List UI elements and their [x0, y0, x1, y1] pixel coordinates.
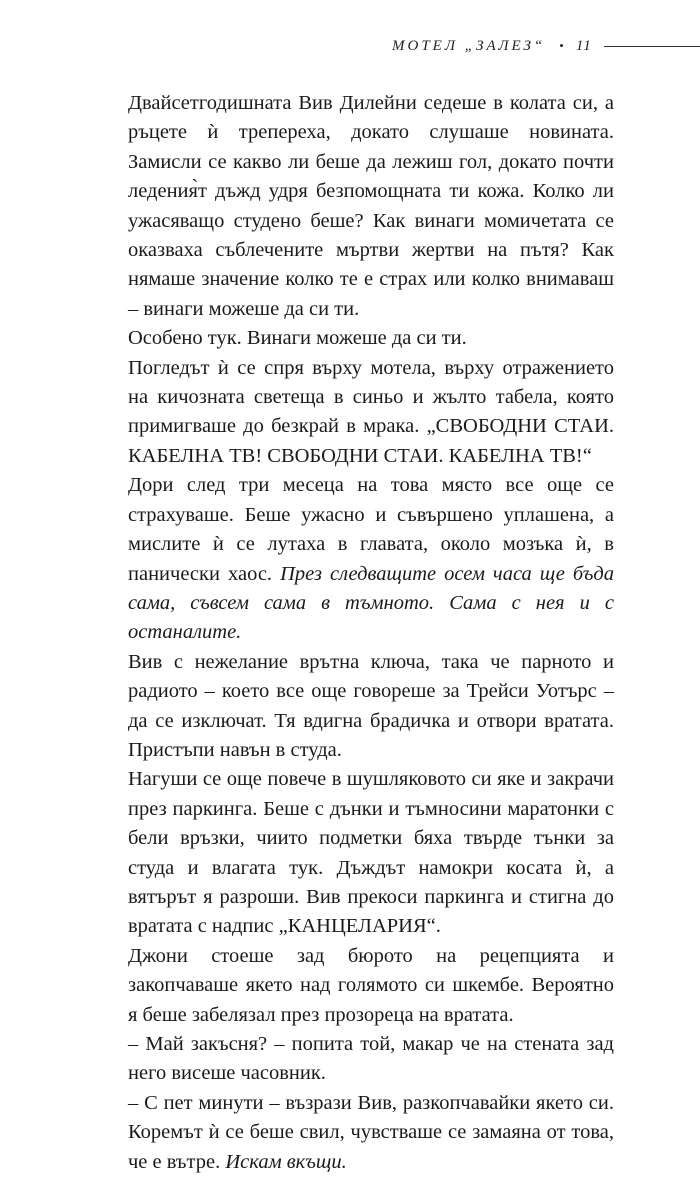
header-bullet: • — [559, 38, 564, 53]
running-head — [392, 36, 700, 56]
paragraph — [128, 942, 614, 1030]
paragraph — [128, 765, 614, 941]
text-run: – Май закъсня? – попита той, макар че на стената зад него висеше часовник. — [128, 1033, 614, 1085]
header-rule — [604, 46, 700, 47]
text-run: Дори след три месеца на това място все още се страхуваше. Беше ужасно и съвършено уплашена, а мислите ѝ се лутаха в главата, около мозъка ѝ, в панически хаос. — [128, 474, 614, 585]
italic-text-run: Искам вкъщи. — [225, 1150, 347, 1173]
text-run: Джони стоеше зад бюрото на рецепцията и закопчаваше якето над голямото си шкембе. Вероятно я беше забелязал през прозореца на вратата. — [128, 944, 614, 1026]
page-number: 11 — [575, 37, 592, 54]
text-run: Вив с нежелание врътна ключа, така че парното и радиото – което все още говореше за Трейси Уотърс – да се изключат. Тя вдигна брадичка и отвори вратата. Пристъпи навън в студа. — [128, 650, 614, 761]
chapter-title: МОТЕЛ „ЗАЛЕЗ“ — [392, 37, 546, 54]
paragraph — [128, 89, 614, 324]
dialogue-paragraph — [128, 1030, 614, 1089]
dialogue-paragraph — [128, 1089, 614, 1177]
paragraph — [128, 324, 614, 353]
paragraph — [128, 471, 614, 647]
paragraph — [128, 648, 614, 766]
text-run: Нагуши се още повече в шушляковото си яке и закрачи през паркинга. Беше с дънки и тъмносини маратонки с бели връзки, чиито подметки бяха твърде тънки за студа и влагата тук. Дъждът намокри косата ѝ, а вятърът я разроши. Вив прекоси паркинга и стигна до вратата с надпис „КАНЦЕЛАРИЯ“. — [128, 768, 614, 938]
paragraph — [128, 354, 614, 472]
body-text — [128, 89, 614, 1177]
italic-text-run: През следващите осем часа ще бъда сама, съвсем сама в тъмното. Сама с нея и с останалите. — [128, 562, 614, 644]
text-run: Особено тук. Винаги можеше да си ти. — [128, 327, 467, 350]
text-run: Двайсетгодишната Вив Дилейни седеше в колата си, а ръцете ѝ трепереха, докато слушаше новината. Замисли се какво ли беше да лежиш гол, докато почти ледения̀т дъжд удря безпомощната ти кожа. Колко ли ужасяващо студено беше? Как винаги момичетата се оказваха съблечените мъртви жертви на пътя? Как нямаше значение колко те е страх или колко внимаваш – винаги можеше да си ти. — [128, 92, 614, 320]
text-run: – С пет минути – възрази Вив, разкопчавайки якето си. Коремът ѝ се беше свил, чувстваше се замаяна от това, че е вътре. — [128, 1091, 614, 1173]
text-run: Погледът ѝ се спря върху мотела, върху отражението на кичозната светеща в синьо и жълто табела, която примигваше до безкрай в мрака. „СВОБОДНИ СТАИ. КАБЕЛНА ТВ! СВОБОДНИ СТАИ. КАБЕЛНА ТВ!“ — [128, 356, 614, 467]
